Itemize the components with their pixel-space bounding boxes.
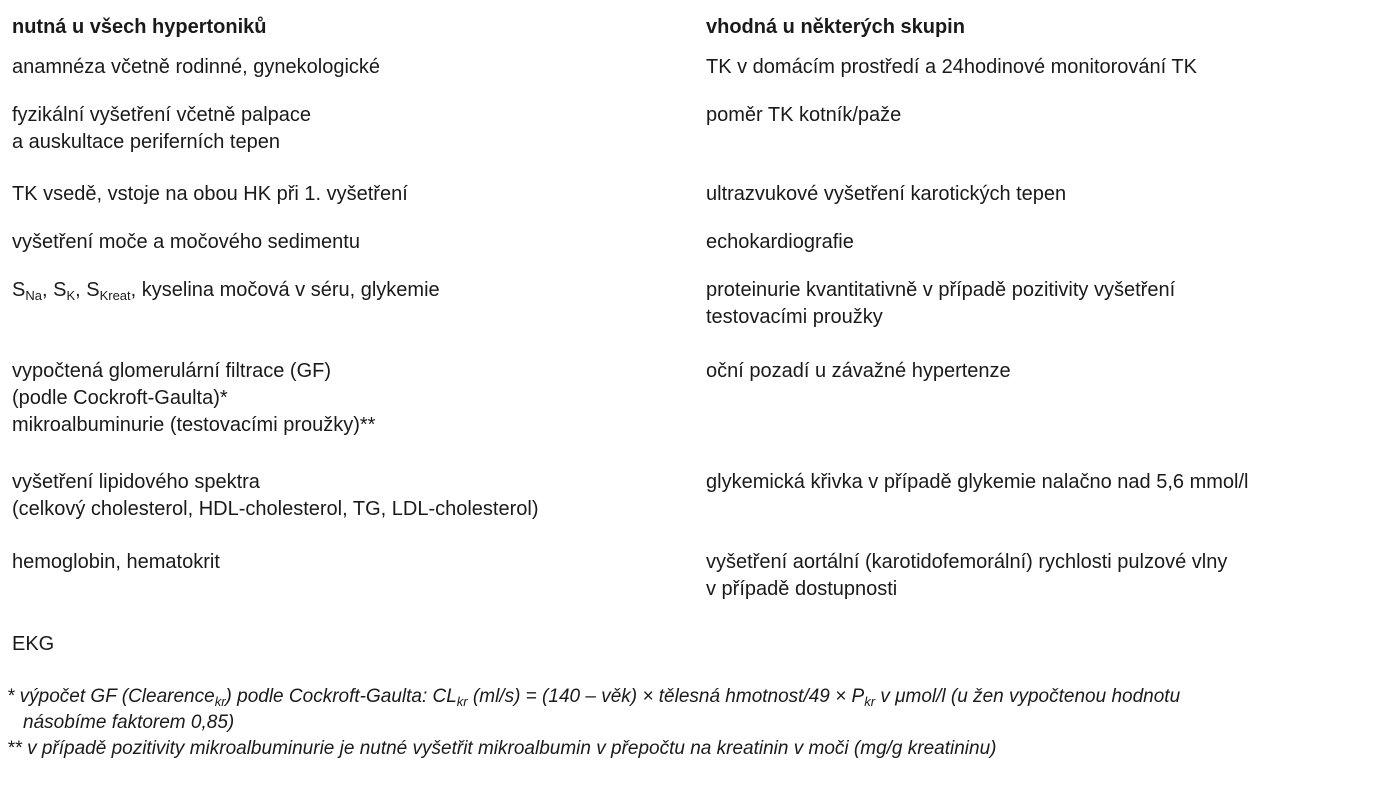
header-right: vhodná u některých skupin <box>706 16 965 38</box>
row-right <box>706 181 1066 208</box>
footnote-gf-line2: násobíme faktorem 0,85) <box>23 712 235 733</box>
formula-sub-kreat: Kreat <box>99 288 131 303</box>
formula-sub-k: K <box>66 288 76 303</box>
formula-sub-na: Na <box>25 288 42 303</box>
row-left-line: fyzikální vyšetření včetně palpace <box>12 104 312 126</box>
row-right <box>706 229 854 256</box>
footnotes <box>7 684 1382 762</box>
row-left <box>12 549 220 576</box>
row-left-line: vyšetření moče a močového sedimentu <box>12 231 360 253</box>
row-right-line: ultrazvukové vyšetření karotických tepen <box>706 183 1067 205</box>
row-right-line: echokardiografie <box>706 231 854 253</box>
row-right-line: poměr TK kotník/paže <box>706 104 902 126</box>
row-left <box>12 631 54 658</box>
formula-s-kreat: S <box>86 279 100 301</box>
row-left-line: mikroalbuminurie (testovacími proužky)** <box>12 414 376 436</box>
formula-s-na: S <box>12 279 26 301</box>
row-right <box>706 54 1197 81</box>
row-left <box>12 358 375 439</box>
footnote-microalbumin: ** v případě pozitivity mikroalbuminurie je nutné vyšetřit mikroalbumin v přepočtu na kreatinin v moči (mg/g kreatininu) <box>7 738 997 759</box>
footnote-gf <box>7 684 1382 710</box>
footnote-sub: kr <box>214 694 226 709</box>
row-left-line: TK vsedě, vstoje na obou HK při 1. vyšetření <box>12 183 408 205</box>
row-right <box>706 102 901 129</box>
row-right <box>706 277 1175 331</box>
footnote-text: v μmol/l (u žen vypočtenou hodnotu <box>875 686 1181 707</box>
row-left-line: (podle Cockroft-Gaulta)* <box>12 387 228 409</box>
footnote-text: (ml/s) = (140 – věk) × tělesná hmotnost/49 × P <box>467 686 865 707</box>
row-right-line: TK v domácím prostředí a 24hodinové monitorování TK <box>706 56 1197 78</box>
row-right-line: testovacími proužky <box>706 306 883 328</box>
header-left: nutná u všech hypertoniků <box>12 16 267 38</box>
row-right-line: v případě dostupnosti <box>706 578 898 600</box>
row-left <box>12 469 539 523</box>
row-left-line: EKG <box>12 633 55 655</box>
row-left-line: (celkový cholesterol, HDL-cholesterol, TG, LDL-cholesterol) <box>12 498 539 520</box>
footnote-text: * výpočet GF (Clearence <box>7 686 215 707</box>
row-left-line: hemoglobin, hematokrit <box>12 551 220 573</box>
formula-sep: , <box>41 279 54 301</box>
row-right-line: oční pozadí u závažné hypertenze <box>706 360 1011 382</box>
row-left-formula <box>12 277 440 304</box>
row-right-line: proteinurie kvantitativně v případě pozitivity vyšetření <box>706 279 1176 301</box>
row-left-line: vyšetření lipidového spektra <box>12 471 260 493</box>
footnote-sub: kr <box>864 694 876 709</box>
row-left <box>12 229 360 256</box>
formula-sep: , <box>75 279 87 301</box>
row-right <box>706 549 1227 603</box>
row-left <box>12 102 311 156</box>
row-right-line: vyšetření aortální (karotidofemorální) rychlosti pulzové vlny <box>706 551 1228 573</box>
formula-s-k: S <box>53 279 67 301</box>
row-right-line: glykemická křivka v případě glykemie nalačno nad 5,6 mmol/l <box>706 471 1249 493</box>
footnote-text: ) podle Cockroft-Gaulta: CL <box>225 686 457 707</box>
row-left-line: vypočtená glomerulární filtrace (GF) <box>12 360 332 382</box>
formula-rest: , kyselina močová v séru, glykemie <box>130 279 440 301</box>
row-left <box>12 181 408 208</box>
row-right <box>706 469 1248 496</box>
row-left-line: anamnéza včetně rodinné, gynekologické <box>12 56 381 78</box>
row-left-line: a auskultace periferních tepen <box>12 131 280 153</box>
footnote-sub: kr <box>456 694 468 709</box>
row-left <box>12 54 380 81</box>
row-right <box>706 358 1011 385</box>
